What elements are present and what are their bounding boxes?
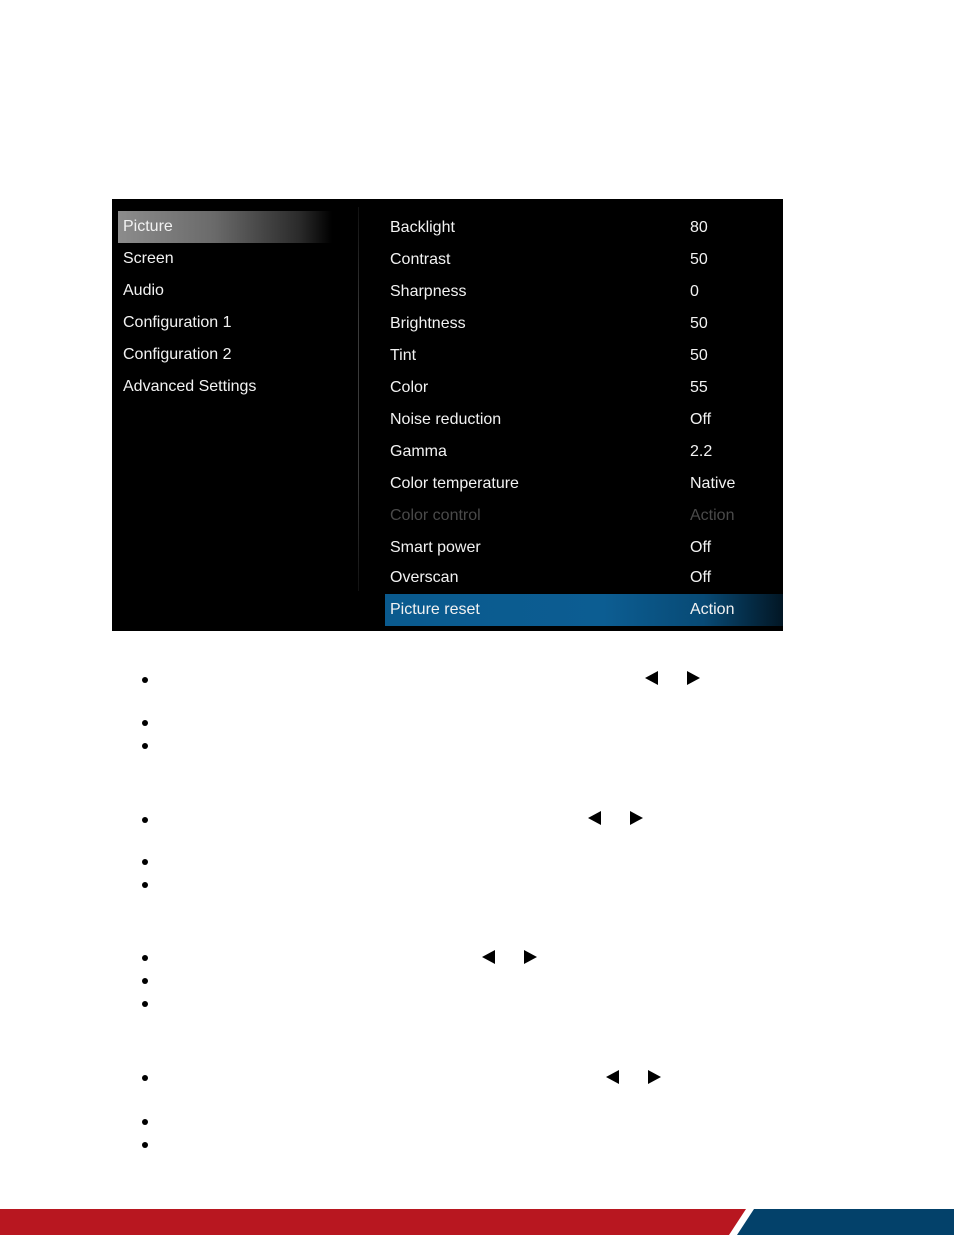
triangle-right-icon — [524, 950, 537, 964]
setting-label: Sharpness — [390, 283, 467, 300]
setting-value: 50 — [690, 315, 708, 332]
setting-row-sharpness[interactable] — [385, 276, 783, 308]
osd-main-menu — [112, 199, 357, 631]
setting-label: Gamma — [390, 443, 447, 460]
setting-value: 50 — [690, 347, 708, 364]
bullet-point — [142, 677, 148, 683]
bullet-point — [142, 1142, 148, 1148]
bullet-point — [142, 1001, 148, 1007]
setting-label: Color control — [390, 507, 481, 524]
bullet-point — [142, 1075, 148, 1081]
setting-row-overscan[interactable] — [385, 562, 783, 594]
footer-brand-bar — [0, 1209, 954, 1235]
bullet-point — [142, 955, 148, 961]
bullet-point — [142, 978, 148, 984]
triangle-left-icon — [606, 1070, 619, 1084]
setting-label: Backlight — [390, 219, 455, 236]
setting-label: Overscan — [390, 569, 459, 586]
setting-row-brightness[interactable] — [385, 308, 783, 340]
setting-row-noise-reduction[interactable] — [385, 404, 783, 436]
setting-row-gamma[interactable] — [385, 436, 783, 468]
setting-label: Contrast — [390, 251, 451, 268]
triangle-left-icon — [482, 950, 495, 964]
menu-item-configuration-2[interactable]: Configuration 2 — [123, 346, 232, 363]
setting-label: Brightness — [390, 315, 466, 332]
setting-row-contrast[interactable] — [385, 244, 783, 276]
setting-value: 50 — [690, 251, 708, 268]
bullet-point — [142, 817, 148, 823]
triangle-right-icon — [648, 1070, 661, 1084]
bullet-point — [142, 882, 148, 888]
menu-item-configuration-1[interactable]: Configuration 1 — [123, 314, 232, 331]
menu-item-advanced-settings[interactable]: Advanced Settings — [123, 378, 257, 395]
menu-item-audio[interactable]: Audio — [123, 282, 164, 299]
setting-value: Off — [690, 539, 712, 556]
menu-item-screen[interactable]: Screen — [123, 250, 174, 267]
triangle-right-icon — [687, 671, 700, 685]
setting-value: Native — [690, 475, 736, 492]
setting-value: Off — [690, 411, 712, 428]
setting-value: Action — [690, 601, 735, 618]
menu-divider — [358, 207, 359, 591]
setting-row-backlight[interactable] — [385, 212, 783, 244]
setting-row-color[interactable] — [385, 372, 783, 404]
setting-label: Noise reduction — [390, 411, 502, 428]
setting-value: 2.2 — [690, 443, 713, 460]
setting-row-tint[interactable] — [385, 340, 783, 372]
setting-value: 0 — [690, 283, 699, 300]
setting-row-color-temperature[interactable] — [385, 468, 783, 500]
osd-menu-screenshot — [112, 199, 783, 631]
triangle-left-icon — [645, 671, 658, 685]
setting-value: 55 — [690, 379, 708, 396]
triangle-left-icon — [588, 811, 601, 825]
bullet-point — [142, 743, 148, 749]
setting-value: Action — [690, 507, 735, 524]
bullet-point — [142, 859, 148, 865]
setting-row-picture-reset[interactable] — [385, 594, 783, 626]
bullet-point — [142, 1119, 148, 1125]
triangle-right-icon — [630, 811, 643, 825]
setting-value: Off — [690, 569, 712, 586]
picture-settings-list — [385, 199, 783, 631]
setting-label: Color temperature — [390, 475, 519, 492]
bullet-point — [142, 720, 148, 726]
setting-label: Color — [390, 379, 429, 396]
setting-row-color-control — [385, 500, 783, 532]
setting-label: Picture reset — [390, 601, 480, 618]
setting-value: 80 — [690, 219, 708, 236]
setting-row-smart-power[interactable] — [385, 532, 783, 564]
setting-label: Smart power — [390, 539, 481, 556]
menu-item-picture[interactable]: Picture — [118, 211, 332, 243]
footer-stripe-graphic — [0, 1209, 954, 1235]
setting-label: Tint — [390, 347, 417, 364]
